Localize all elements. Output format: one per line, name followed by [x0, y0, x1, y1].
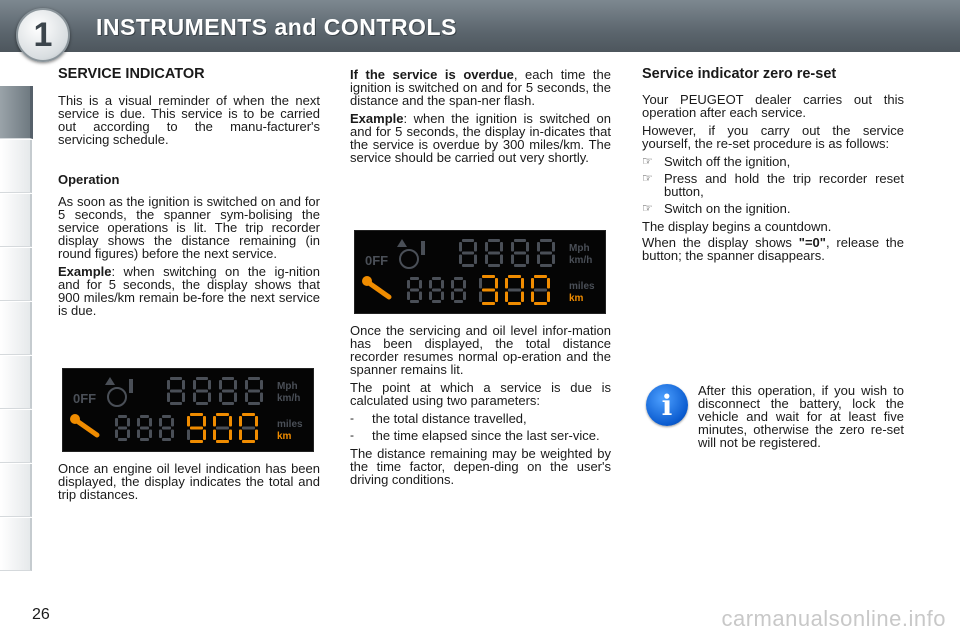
release-paragraph: [642, 236, 904, 262]
spanner-icon: [70, 414, 97, 435]
display-value-digit: [239, 413, 258, 443]
oil-level-icon: [129, 379, 133, 393]
section-title: SERVICE INDICATOR: [58, 66, 205, 82]
display-top-digit: [511, 239, 529, 267]
list-item-text: Press and hold the trip recorder reset button,: [664, 171, 904, 199]
column-3: [642, 68, 904, 267]
chapter-tab-5[interactable]: [0, 302, 32, 355]
unit-miles: miles: [569, 281, 595, 292]
weight-paragraph: The distance remaining may be weighted by the time factor, depen-ding on the user's driving conditions.: [350, 446, 611, 487]
example-overdue-label: Example: [350, 111, 404, 126]
operation-heading: Operation: [58, 172, 120, 187]
display-value-digit: [531, 275, 550, 305]
overdue-text: , each time the ignition is switched on and for 5 seconds, the distance and the span-ner flash.: [350, 67, 611, 108]
column-2: [350, 68, 611, 169]
watermark: carmanualsonline.info: [721, 606, 946, 631]
chapter-tab-7[interactable]: [0, 410, 32, 463]
display-value-digit: [187, 413, 206, 443]
intro-paragraph: This is a visual reminder of when the next service is due. This service is to be carried out according to the manu-facturer's servicing schedule.: [58, 93, 320, 147]
list-item-text: the time elapsed since the last ser-vice.: [372, 428, 600, 443]
service-display-300-graphic: [355, 231, 605, 313]
chapter-tab-9[interactable]: [0, 518, 32, 571]
display-bottom-digit: [137, 415, 152, 441]
unit-mph: Mph: [277, 381, 298, 392]
release-text-start: When the display shows: [642, 235, 799, 250]
chapter-tab-1[interactable]: [0, 86, 33, 139]
list-item-text: Switch on the ignition.: [664, 201, 791, 216]
unit-mph: Mph: [569, 243, 590, 254]
display-bottom-digit: [407, 277, 422, 303]
list-item: [350, 412, 611, 425]
dealer-paragraph: Your PEUGEOT dealer carries out this operation after each service.: [642, 92, 904, 120]
unit-miles: miles: [277, 419, 303, 430]
service-display-900: [62, 368, 314, 452]
operation-paragraph: As soon as the ignition is switched on and for 5 seconds, the spanner sym-bolising the service operations is lit. The trip recorder display shows the distance remaining (in round figures) before the next service.: [58, 194, 320, 261]
info-paragraph: After this operation, if you wish to disconnect the battery, lock the vehicle and wait for at least five minutes, otherwise the zero re-set will not be registered.: [698, 383, 904, 450]
overdue-label: If the service is overdue: [350, 67, 514, 82]
header-title: INSTRUMENTS and CONTROLS: [96, 14, 457, 40]
column-2-lower: [350, 324, 611, 491]
list-marker: -: [350, 428, 354, 442]
pointing-hand-icon: ☞: [642, 201, 653, 215]
display-top-digit: [245, 377, 263, 405]
unit-km: km: [277, 431, 292, 442]
column-1: [58, 68, 320, 322]
spanner-icon: [362, 276, 389, 297]
pointing-hand-icon: ☞: [642, 154, 653, 168]
example-label: Example: [58, 264, 112, 279]
display-bottom-digit: [451, 277, 466, 303]
unit-kmh: km/h: [569, 255, 593, 266]
page-number: 26: [32, 606, 50, 623]
display-caption: Once an engine oil level indication has been displayed, the display indicates the total and trip distances.: [58, 461, 320, 502]
off-label: 0FF: [365, 253, 389, 268]
overdue-paragraph: [350, 68, 611, 107]
example-text: : when switching on the ig-nition and for 5 seconds, the display shows that 900 miles/km remain be-fore the next service is due.: [58, 264, 320, 318]
unit-kmh: km/h: [277, 393, 301, 404]
example-overdue-text: : when the ignition is switched on and for 5 seconds, the display in-dicates that the service is overdue by 300 miles/km. The service should be carried out very shortly.: [350, 111, 611, 165]
calc-paragraph: The point at which a service is due is calculated using two parameters:: [350, 380, 611, 408]
list-marker: -: [350, 411, 354, 425]
info-note: [698, 384, 904, 454]
chapter-tab-2[interactable]: [0, 140, 32, 193]
display-top-digit: [193, 377, 211, 405]
chapter-tab-6[interactable]: [0, 356, 32, 409]
however-paragraph: However, if you carry out the service yourself, the re-set procedure is as follows:: [642, 123, 904, 151]
off-label: 0FF: [73, 391, 97, 406]
example-paragraph: [58, 265, 320, 317]
display-top-digit: [537, 239, 555, 267]
release-text-end: , release the button; the spanner disappears.: [642, 235, 904, 263]
oil-level-icon: [421, 241, 425, 255]
display-value-digit: [213, 413, 232, 443]
gauge-icon: [400, 250, 418, 268]
display-value-digit: [479, 275, 498, 305]
chapter-tab-4[interactable]: [0, 248, 32, 301]
after-service-paragraph: Once the servicing and oil level infor-mation has been displayed, the total distance recorder resumes normal op-eration and the spanner remains lit.: [350, 323, 611, 377]
display-value-digit: [505, 275, 524, 305]
reset-steps-list: [642, 155, 904, 215]
info-icon: i: [646, 384, 688, 426]
chapter-number-badge: 1: [16, 8, 70, 62]
reset-title: Service indicator zero re-set: [642, 66, 837, 82]
chapter-tab-8[interactable]: [0, 464, 32, 517]
parameters-list: [350, 412, 611, 442]
display-top-digit: [167, 377, 185, 405]
column-1-caption: [58, 462, 320, 506]
warning-triangle-icon: [397, 239, 407, 247]
list-item: [642, 202, 904, 215]
list-item-text: the total distance travelled,: [372, 411, 527, 426]
display-top-digit: [459, 239, 477, 267]
list-item: [642, 155, 904, 168]
zero-value: "=0": [798, 235, 826, 250]
countdown-paragraph: The display begins a countdown.: [642, 219, 832, 234]
pointing-hand-icon: ☞: [642, 171, 653, 185]
unit-km: km: [569, 293, 584, 304]
warning-triangle-icon: [105, 377, 115, 385]
display-top-digit: [219, 377, 237, 405]
service-display-900-graphic: [63, 369, 313, 451]
list-item: [642, 172, 904, 198]
display-top-digit: [485, 239, 503, 267]
list-item-text: Switch off the ignition,: [664, 154, 791, 169]
display-bottom-digit: [115, 415, 130, 441]
gauge-icon: [108, 388, 126, 406]
service-display-300: [354, 230, 606, 314]
list-item: [350, 429, 611, 442]
display-bottom-digit: [429, 277, 444, 303]
example-overdue-paragraph: [350, 112, 611, 164]
chapter-tab-3[interactable]: [0, 194, 32, 247]
display-bottom-digit: [159, 415, 174, 441]
